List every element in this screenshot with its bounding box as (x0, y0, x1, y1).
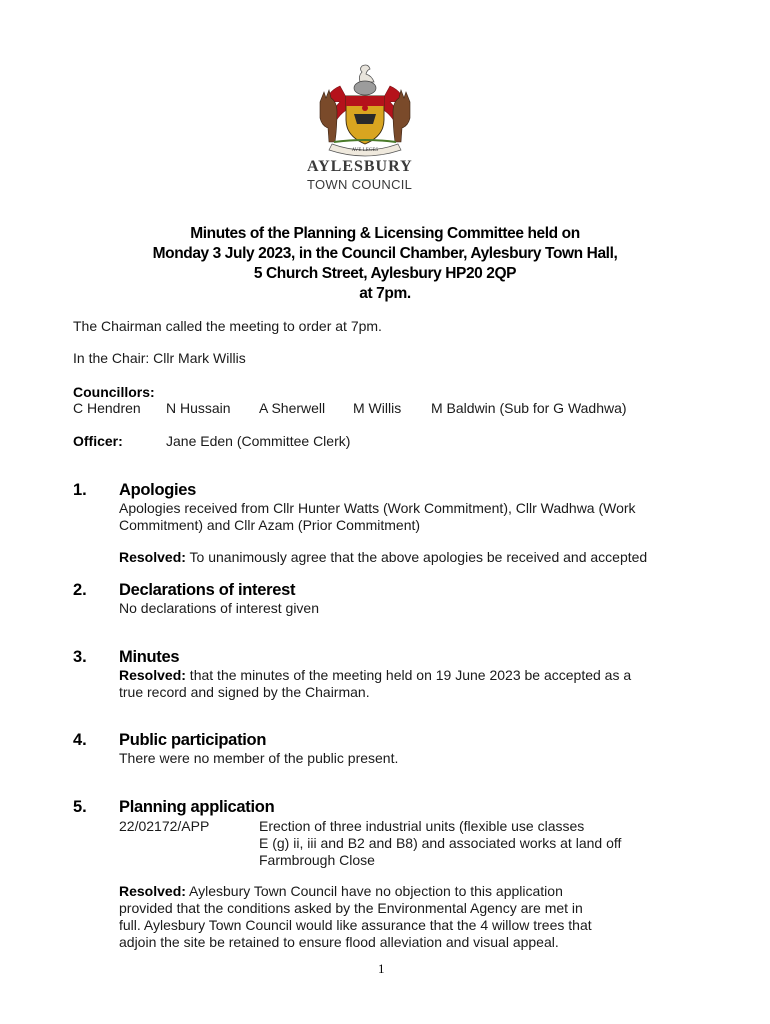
item-number: 4. (73, 731, 87, 749)
councillor-name: M Baldwin (Sub for G Wadhwa) (431, 400, 627, 416)
planning-resolution-line: full. Aylesbury Town Council would like assurance that the 4 willow trees that (119, 917, 592, 933)
public-participation-text: There were no member of the public present. (119, 750, 399, 766)
apologies-text (119, 500, 709, 534)
application-description (259, 818, 699, 869)
title-line-2: Monday 3 July 2023, in the Council Chamber, Aylesbury Town Hall, (152, 245, 618, 262)
org-name-line1: AYLESBURY (307, 158, 413, 175)
planning-resolution-line: provided that the conditions asked by the Environmental Agency are met in (119, 900, 583, 916)
aylesbury-crest-logo (310, 62, 420, 158)
item-number: 5. (73, 798, 87, 816)
item-heading-minutes: Minutes (119, 648, 180, 666)
application-description-line: E (g) ii, iii and B2 and B8) and associated works at land off (259, 835, 622, 851)
chair-text: In the Chair: Cllr Mark Willis (73, 350, 246, 366)
planning-resolution-line: adjoin the site be retained to ensure flood alleviation and visual appeal. (119, 934, 559, 950)
item-heading-public-participation: Public participation (119, 731, 267, 749)
planning-resolution (119, 883, 709, 951)
declarations-text: No declarations of interest given (119, 600, 319, 616)
org-name-line2: TOWN COUNCIL (307, 177, 413, 192)
apologies-line: Commitment) and Cllr Azam (Prior Commitment) (119, 517, 421, 533)
apologies-resolution (119, 549, 709, 566)
resolved-label: Resolved: (119, 549, 186, 565)
resolved-text: To unanimously agree that the above apologies be received and accepted (185, 549, 648, 565)
title-line-4: at 7pm. (359, 285, 411, 302)
title-line-3: 5 Church Street, Aylesbury HP20 2QP (253, 265, 517, 282)
councillors-label: Councillors: (73, 384, 155, 400)
page-number: 1 (378, 961, 385, 976)
item-number: 1. (73, 481, 87, 499)
councillors-list (0, 400, 770, 418)
apologies-line: Apologies received from Cllr Hunter Watts (Work Commitment), Cllr Wadhwa (Work (119, 500, 636, 516)
application-description-line: Erection of three industrial units (flexible use classes (259, 818, 585, 834)
application-reference: 22/02172/APP (119, 818, 210, 834)
councillor-name: M Willis (353, 400, 402, 416)
item-number: 3. (73, 648, 87, 666)
called-to-order-text: The Chairman called the meeting to order at 7pm. (73, 318, 382, 334)
minutes-resolution-line: true record and signed by the Chairman. (119, 684, 370, 700)
item-heading-apologies: Apologies (119, 481, 197, 499)
resolved-text: that the minutes of the meeting held on 19 June 2023 be accepted as a (185, 667, 632, 683)
councillor-name: N Hussain (166, 400, 231, 416)
crest-motto-text: AVE LEGES (351, 148, 379, 153)
councillor-name: A Sherwell (259, 400, 326, 416)
item-heading-planning-application: Planning application (119, 798, 275, 816)
officer-name: Jane Eden (Committee Clerk) (166, 433, 351, 449)
item-heading-declarations: Declarations of interest (119, 581, 296, 599)
officer-label: Officer: (73, 433, 123, 449)
minutes-title (0, 224, 770, 304)
application-description-line: Farmbrough Close (259, 852, 375, 868)
councillor-name: C Hendren (73, 400, 141, 416)
resolved-text: Aylesbury Town Council have no objection to this application (185, 883, 563, 899)
resolved-label: Resolved: (119, 667, 186, 683)
item-number: 2. (73, 581, 87, 599)
resolved-label: Resolved: (119, 883, 186, 899)
title-line-1: Minutes of the Planning & Licensing Committee held on (190, 225, 580, 242)
minutes-resolution (119, 667, 709, 701)
